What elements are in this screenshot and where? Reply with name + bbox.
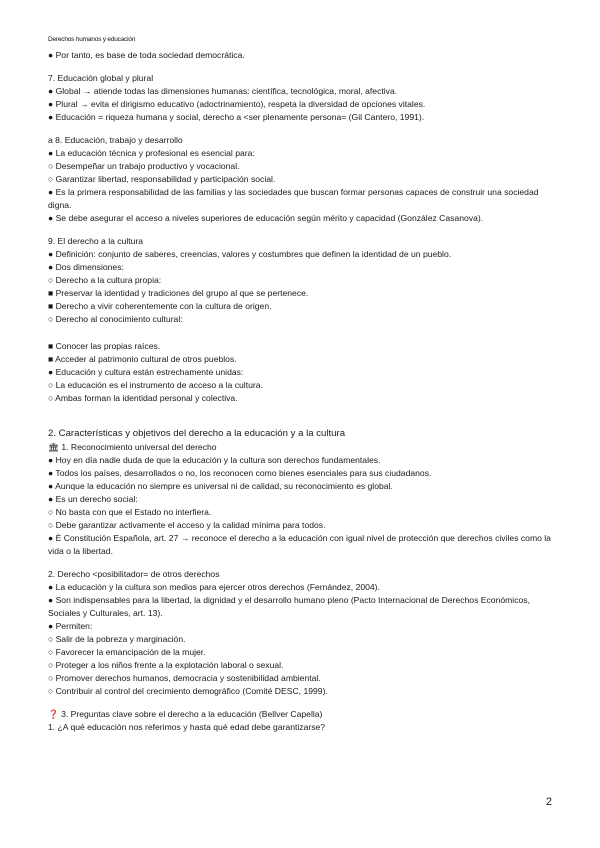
list-item: ○ Debe garantizar activamente el acceso y la calidad mínima para todos.	[48, 520, 326, 530]
list-item: ● Se debe asegurar el acceso a niveles superiores de educación según mérito y capacidad (González Casanova).	[48, 213, 484, 223]
list-item: ● Aunque la educación no siempre es universal ni de calidad, su reconocimiento es global.	[48, 481, 393, 491]
list-item: ● È Constitución Española, art. 27 → reconoce el derecho a la educación con igual nivel de protección que derechos civiles como la vida o la libertad.	[48, 533, 551, 556]
list-item: ○ Derecho a la cultura propia:	[48, 275, 162, 285]
list-item: ■ Acceder al patrimonio cultural de otros pueblos.	[48, 354, 237, 364]
list-item: ● Dos dimensiones:	[48, 262, 124, 272]
subsection-title-3: ❓ 3. Preguntas clave sobre el derecho a la educación (Bellver Capella)	[48, 709, 323, 719]
list-item: ○ Garantizar libertad, responsabilidad y participación social.	[48, 174, 276, 184]
list-item: ● Permiten:	[48, 621, 93, 631]
list-item: ● Por tanto, es base de toda sociedad democrática.	[48, 50, 245, 60]
list-item: ● Hoy en día nadie duda de que la educación y la cultura son derechos fundamentales.	[48, 455, 381, 465]
list-item: ○ Promover derechos humanos, democracia y sostenibilidad ambiental.	[48, 673, 321, 683]
list-item: ● Educación y cultura están estrechamente unidas:	[48, 367, 244, 377]
list-item: ○ La educación es el instrumento de acceso a la cultura.	[48, 380, 263, 390]
list-item: ● Es la primera responsabilidad de las familias y las sociedades que buscan formar personas capaces de construir una sociedad digna.	[48, 187, 539, 210]
page-number: 2	[545, 796, 552, 808]
list-item: ○ Favorecer la emancipación de la mujer.	[48, 647, 206, 657]
document-page	[48, 36, 560, 734]
section-title-8: a 8. Educación, trabajo y desarrollo	[48, 135, 183, 145]
section-title-9: 9. El derecho a la cultura	[48, 236, 144, 246]
list-item: ● Todos los países, desarrollados o no, los reconocen como bienes esenciales para sus ciudadanos.	[48, 468, 432, 478]
list-item: ● Global → atiende todas las dimensiones humanas: científica, tecnológica, moral, afectiva.	[48, 86, 398, 96]
list-item: ○ Salir de la pobreza y marginación.	[48, 634, 186, 644]
question-icon: ❓	[48, 709, 59, 719]
list-item: ■ Conocer las propias raíces.	[48, 341, 161, 351]
list-item: ● La educación y la cultura son medios para ejercer otros derechos (Fernández, 2004).	[48, 582, 380, 592]
list-item: ■ Derecho a vivir coherentemente con la cultura de origen.	[48, 301, 272, 311]
list-item: 1. ¿A qué educación nos referimos y hasta qué edad debe garantizarse?	[48, 722, 326, 732]
list-item: ● Plural → evita el dirigismo educativo (adoctrinamiento), respeta la diversidad de opciones vitales.	[48, 99, 426, 109]
list-item: ■ Preservar la identidad y tradiciones del grupo al que se pertenece.	[48, 288, 309, 298]
list-item: ● Son indispensables para la libertad, la dignidad y el desarrollo humano pleno (Pacto Internacional de Derechos Económicos, Sociales y Culturales, art. 13).	[48, 595, 530, 618]
section-2-title: 2. Características y objetivos del derecho a la educación y a la cultura	[48, 428, 346, 439]
list-item: ○ Derecho al conocimiento cultural:	[48, 314, 183, 324]
list-item: ● Definición: conjunto de saberes, creencias, valores y costumbres que definen la identidad de un pueblo.	[48, 249, 452, 259]
pillar-icon: 🏛	[48, 442, 59, 452]
running-header: Derechos humanos y educación	[48, 36, 136, 43]
list-item: ○ Ambas forman la identidad personal y colectiva.	[48, 393, 238, 403]
list-item: ● La educación técnica y profesional es esencial para:	[48, 148, 255, 158]
list-item: ● Es un derecho social:	[48, 494, 138, 504]
subsection-title-1: 🏛 1. Reconocimiento universal del derecho	[48, 442, 217, 452]
subsection-title-2: 2. Derecho <posibilitador= de otros derechos	[48, 569, 220, 579]
list-item: ● Educación = riqueza humana y social, derecho a <ser plenamente persona= (Gil Cantero, 1991).	[48, 112, 425, 122]
list-item: ○ Proteger a los niños frente a la explotación laboral o sexual.	[48, 660, 284, 670]
list-item: ○ Contribuir al control del crecimiento demográfico (Comité DESC, 1999).	[48, 686, 328, 696]
list-item: ○ No basta con que el Estado no interfiera.	[48, 507, 212, 517]
section-title-7: 7. Educación global y plural	[48, 73, 154, 83]
list-item: ○ Desempeñar un trabajo productivo y vocacional.	[48, 161, 240, 171]
